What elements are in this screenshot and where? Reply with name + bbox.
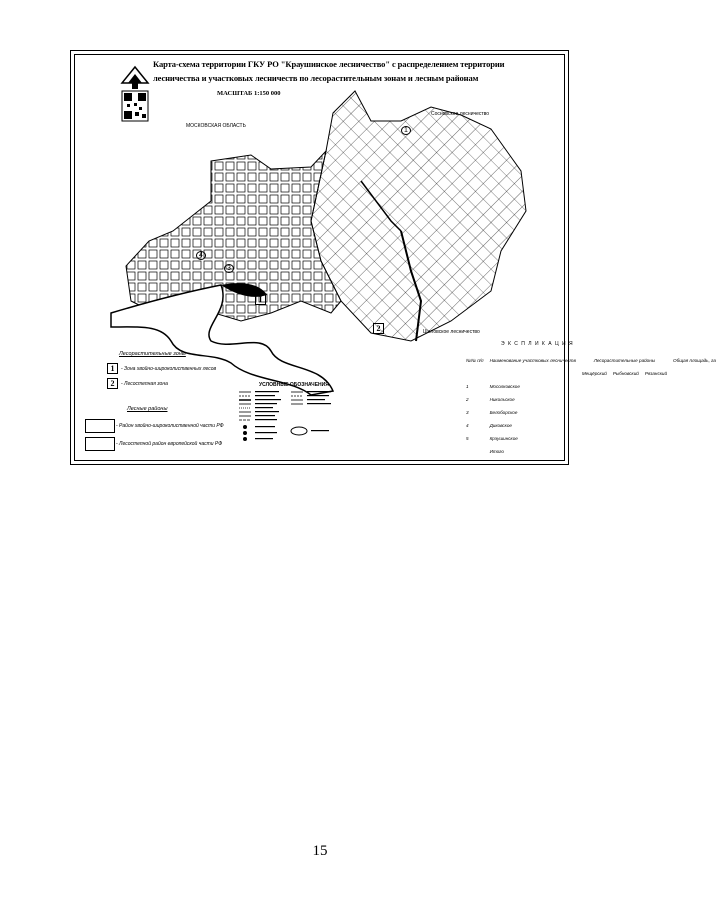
district-2-swatch	[85, 437, 115, 451]
circle-label-3: 3	[224, 264, 234, 273]
table-row: Итого	[489, 449, 504, 454]
table-group-header: Лесорастительные районы	[593, 358, 656, 363]
bottom-right-label: Шиловское лесничество	[423, 329, 480, 335]
district-table	[463, 354, 719, 458]
district-1-swatch	[85, 419, 115, 433]
zone-1-number: 1	[107, 363, 118, 374]
districts-heading: Лесные районы	[127, 406, 168, 412]
symbols-heading: УСЛОВНЫЕ ОБОЗНАЧЕНИЯ	[259, 382, 329, 388]
table-header-col-a: Мещёрский	[581, 371, 607, 376]
zone-1-label: - Зона хвойно-широколиственных лесов	[121, 366, 217, 372]
top-right-label: Сосновское лесничество	[431, 111, 490, 117]
map-frame	[70, 50, 716, 465]
zone-2-number: 2	[107, 378, 118, 389]
table-row: 4 Диковское	[466, 423, 512, 428]
map-scale: МАСШТАБ 1:150 000	[217, 90, 281, 97]
table-header-name: Наименование участковых лесничеств	[489, 358, 576, 363]
circle-label-1: 1	[401, 126, 411, 135]
table-row: 2 Никольское	[466, 397, 515, 402]
symbols-legend	[237, 389, 337, 445]
zones-heading: Лесорастительные зоны	[119, 351, 186, 357]
table-header-col-b: Рыбновский	[612, 371, 639, 376]
zone-marker-2: 2	[373, 323, 384, 334]
eastern-forest-area	[311, 91, 526, 341]
table-header-total: Общая площадь, га	[673, 358, 716, 363]
district-2-label: - Лесостепной район европейской части РФ	[116, 441, 223, 447]
table-caption: Э К С П Л И К А Ц И Я	[501, 341, 574, 347]
district-1-label: - Район хвойно-широколиственной части РФ	[116, 423, 224, 429]
table-row: 5 Крэушинское	[466, 436, 518, 441]
table-row: 3 Белоборское	[466, 410, 518, 415]
table-header-number: №№ п/п	[466, 358, 484, 363]
zone-2-label: - Лесостепная зона	[121, 381, 168, 387]
region-label: МОСКОВСКАЯ ОБЛАСТЬ	[186, 123, 246, 129]
page-number: 15	[312, 843, 328, 859]
circle-label-4: 4	[196, 251, 206, 260]
table-row: 1 Мосолковское	[466, 384, 520, 389]
table-header-col-c: Рязанский	[644, 371, 668, 376]
map-title: Карта-схема территории ГКУ РО "Краушинское лесничество" с распределением территории лесничества и участковых лесничеств по лесорастительным зонам и лесным районам	[153, 59, 505, 83]
western-forest-area	[126, 151, 341, 321]
zone-marker-1: I	[255, 294, 266, 305]
